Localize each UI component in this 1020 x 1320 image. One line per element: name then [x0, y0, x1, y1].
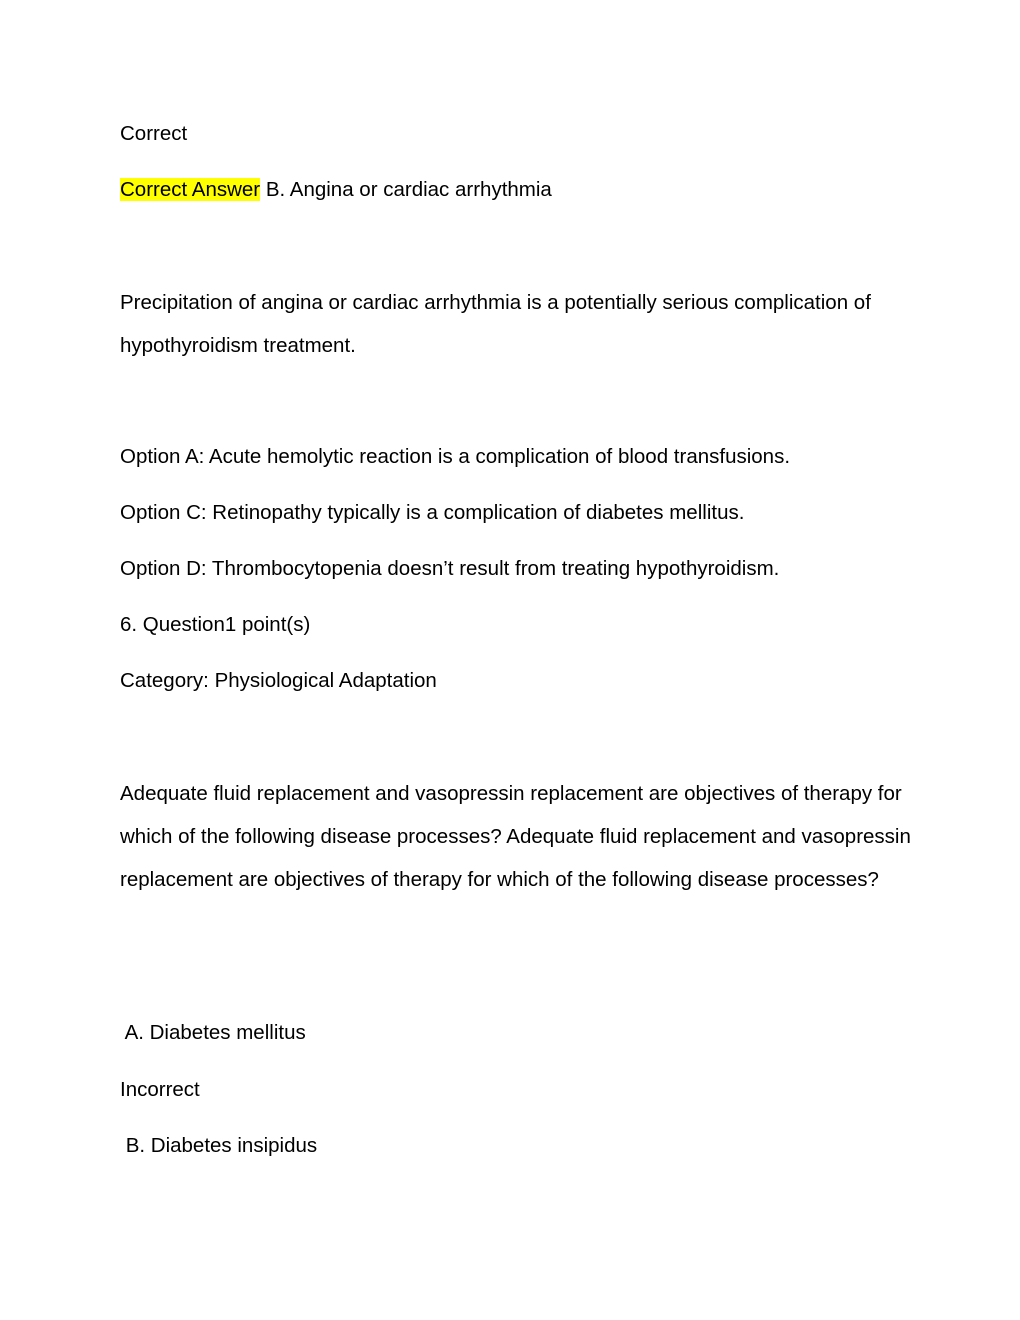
option-a-explanation: Option A: Acute hemolytic reaction is a complication of blood transfusions. — [120, 445, 791, 468]
question-header: 6. Question1 point(s) — [120, 613, 311, 636]
correct-answer-label: Correct Answer — [120, 178, 261, 201]
status-incorrect: Incorrect — [120, 1078, 200, 1101]
question-text: Adequate fluid replacement and vasopressin replacement are objectives of therapy for which of the following disease processes? Adequate fluid replacement and vasopressin replacement are objectives of therapy for which of the following disease processes? — [120, 782, 911, 891]
choice-b: B. Diabetes insipidus — [120, 1134, 318, 1157]
correct-answer-text: B. Angina or cardiac arrhythmia — [260, 178, 552, 201]
correct-answer-line — [120, 178, 552, 202]
option-c-explanation: Option C: Retinopathy typically is a complication of diabetes mellitus. — [120, 501, 745, 524]
option-d-explanation: Option D: Thrombocytopenia doesn’t result from treating hypothyroidism. — [120, 557, 780, 580]
explanation-paragraph: Precipitation of angina or cardiac arrhythmia is a potentially serious complication of hypothyroidism treatment. — [120, 291, 871, 357]
question-category: Category: Physiological Adaptation — [120, 669, 437, 692]
choice-a: A. Diabetes mellitus — [120, 1021, 306, 1044]
status-correct: Correct — [120, 122, 188, 145]
